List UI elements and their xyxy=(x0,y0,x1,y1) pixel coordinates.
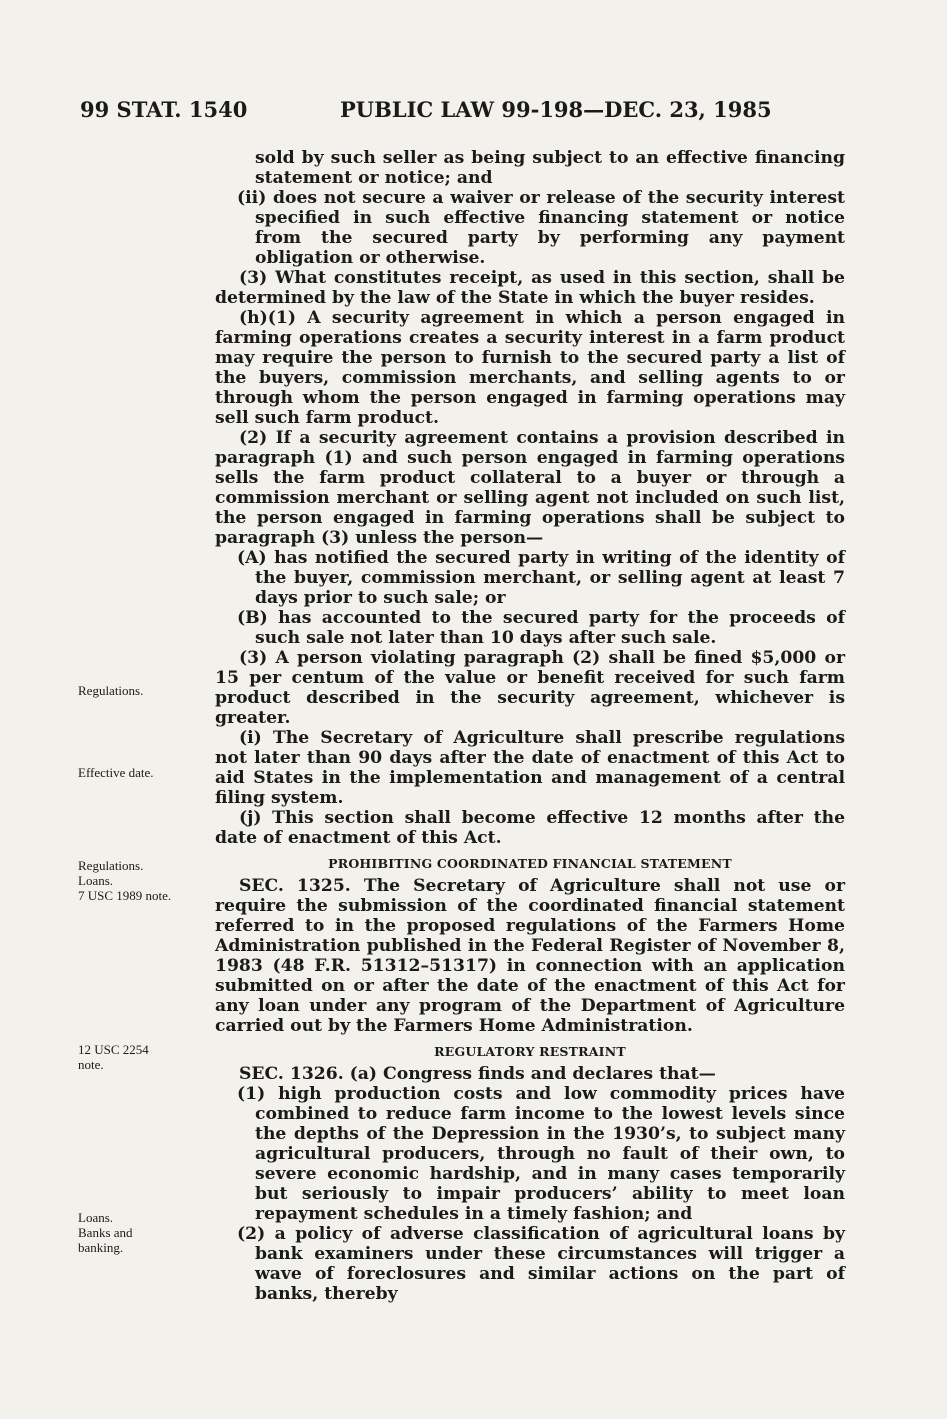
paragraph: (A) has notified the secured party in writing of the identity of the buyer, commission merchant, or selling agent at least 7 days prior to such sale; or xyxy=(237,548,845,608)
paragraph: (j) This section shall become effective 12 months after the date of enactment of this Act. xyxy=(215,808,845,848)
margin-note-effective-date xyxy=(78,765,203,780)
margin-note-sec1325 xyxy=(78,858,203,903)
paragraph: SEC. 1326. (a) Congress finds and declares that— xyxy=(239,1064,716,1084)
paragraph: SEC. 1325. The Secretary of Agriculture shall not use or require the submission of the coordinated financial statement referred to in the proposed regulations of the Farmers Home Administration published in the Federal Register of November 8, 1983 (48 F.R. 51312–51317) in connection with an application submitted on or after the date of the enactment of this Act for any loan under any program of the Department of Agriculture carried out by the Farmers Home Administration. xyxy=(215,876,845,1036)
paragraph: (B) has accounted to the secured party for the proceeds of such sale not later than 10 days after such sale. xyxy=(237,608,845,648)
margin-note-text: Regulations. xyxy=(78,683,144,698)
margin-note-text: Effective date. xyxy=(78,765,154,780)
margin-note-text: Loans. xyxy=(78,1210,114,1225)
paragraph: (3) What constitutes receipt, as used in this section, shall be determined by the law of the State in which the buyer resides. xyxy=(215,268,845,308)
margin-note-text: 12 USC 2254 xyxy=(78,1042,149,1057)
section-heading: PROHIBITING COORDINATED FINANCIAL STATEMENT xyxy=(328,856,732,871)
margin-note-text: 7 USC 1989 note. xyxy=(78,888,172,903)
stat-page-number: 99 STAT. 1540 xyxy=(80,97,248,122)
margin-note-regulations xyxy=(78,683,203,698)
margin-note-text: Regulations. xyxy=(78,858,144,873)
margin-note-text: Loans. xyxy=(78,873,114,888)
body-text xyxy=(215,148,845,1304)
paragraph: (i) The Secretary of Agriculture shall prescribe regulations not later than 90 days after the date of enactment of this Act to aid States in the implementation and management of a central filing system. xyxy=(215,728,845,808)
law-title: PUBLIC LAW 99-198—DEC. 23, 1985 xyxy=(340,97,772,122)
page-header xyxy=(80,97,840,127)
paragraph: (2) If a security agreement contains a provision described in paragraph (1) and such person engaged in farming operations sells the farm product collateral to a buyer or through a commission merchant or selling agent not included on such list, the person engaged in farming operations shall be subject to paragraph (3) unless the person— xyxy=(215,428,845,548)
margin-note-text: note. xyxy=(78,1057,104,1072)
paragraph: sold by such seller as being subject to an effective financing statement or notice; and xyxy=(255,148,845,188)
paragraph: (1) high production costs and low commodity prices have combined to reduce farm income to the lowest levels since the depths of the Depression in the 1930’s, to subject many agricultural producers, through no fault of their own, to severe economic hardship, and in many cases temporarily but seriously to impair producers’ ability to meet loan repayment schedules in a timely fashion; and xyxy=(237,1084,845,1224)
paragraph: (h)(1) A security agreement in which a person engaged in farming operations creates a security interest in a farm product may require the person to furnish to the secured party a list of the buyers, commission merchants, and selling agents to or through whom the person engaged in farming operations may sell such farm product. xyxy=(215,308,845,428)
section-heading: REGULATORY RESTRAINT xyxy=(434,1044,626,1059)
margin-note-sec1326 xyxy=(78,1042,203,1072)
margin-note-text: Banks and xyxy=(78,1225,133,1240)
margin-note-loans xyxy=(78,1210,203,1255)
paragraph: (2) a policy of adverse classification of agricultural loans by bank examiners under these circumstances will trigger a wave of foreclosures and similar actions on the part of banks, thereby xyxy=(237,1224,845,1304)
margin-note-text: banking. xyxy=(78,1240,124,1255)
paragraph: (ii) does not secure a waiver or release of the security interest specified in such effective financing statement or notice from the secured party by performing any payment obligation or otherwise. xyxy=(237,188,845,268)
paragraph: (3) A person violating paragraph (2) shall be fined $5,000 or 15 per centum of the value or benefit received for such farm product described in the security agreement, whichever is greater. xyxy=(215,648,845,728)
